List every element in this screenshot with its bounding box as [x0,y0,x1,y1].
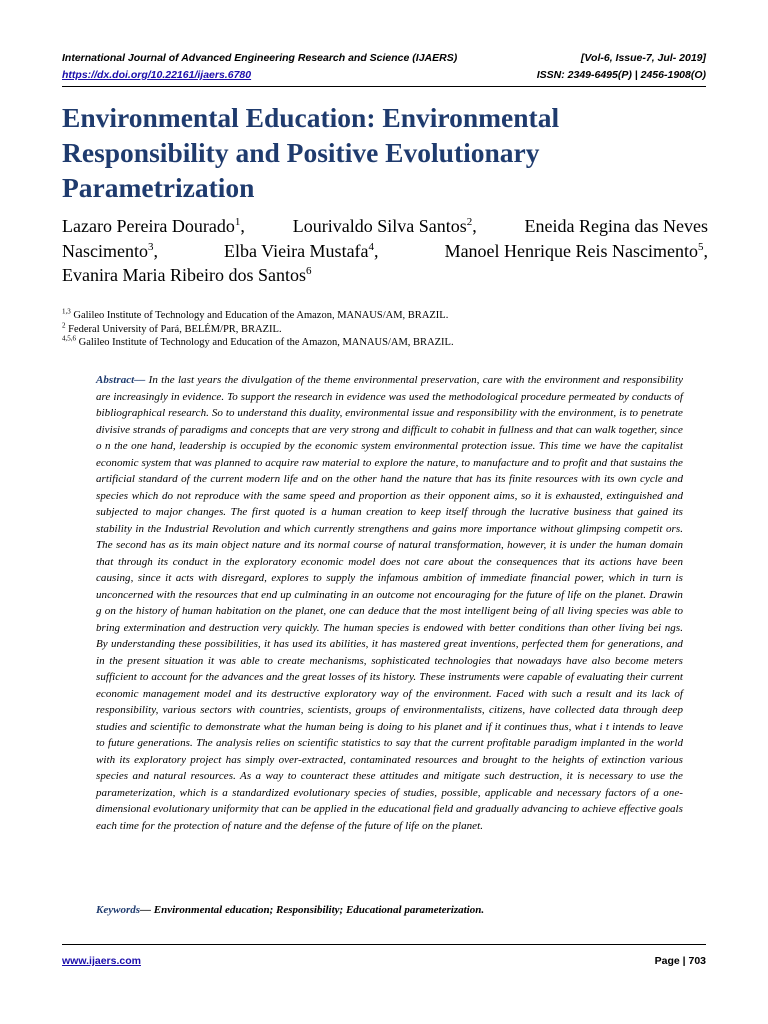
issn: ISSN: 2349-6495(P) | 2456-1908(O) [536,69,706,81]
author-line [62,239,708,264]
author: Lazaro Pereira Dourado$^1$, [62,216,245,236]
affiliation: $^2$ Federal University of Pará, BELÉM/PR, BRAZIL. [62,321,282,335]
title-line: Responsibility and Positive Evolutionary [62,137,540,168]
author: Elba Vieira Mustafa$^4$, [224,240,379,261]
title-line: Parametrization [62,172,255,203]
author: Manoel Henrique Reis Nascimento$^5$, [444,240,708,261]
paper-title [62,100,712,205]
title-line: Environmental Education: Environmental [62,102,560,133]
abstract [96,372,683,834]
footer-rule [62,944,706,945]
author: Eneida Regina das Neves [524,216,708,236]
affiliation: $^{4,5,6}$ Galileo Institute of Technology and Education of the Amazon, MANAUS/AM, BRAZIL. [62,334,454,348]
page-number: Page | 703 [654,955,706,967]
abstract-heading: Abstract [96,374,135,386]
author: Nascimento$^3$, [62,240,158,261]
keywords [96,904,484,916]
author: Evanira Maria Ribeiro dos Santos$^6$ [62,265,312,285]
keywords-text: Environmental education; Responsibility; Educational parameterization. [153,904,485,916]
keywords-dash: — [140,904,154,916]
abstract-text: In the last years the divulgation of the theme environmental preservation, care with the environment and responsibility are increasingly in evidence. To support the research in evidence was used the methodological procedure permeated by conducts of bibliographical research. So to understand this duality, environmental issue and responsibility with the environment, is to penetrate divisive strands of paradigms and concepts that are very strong and difficult to cohabit in fullness and that can walk together, since o n the one hand, leadership is occupied by the economic system environmental protection issue. This time we have the capitalist economic system that was planned to acquire raw material to explore the nature, to manufacture and to profit and that sustains the artificial standard of the current modern life and on the other hand the nature that has its finite resources with its own cycle and species which do not reproduce with the same speed and proportion as their opponent aims, so it is exhausted, extinguished and subjected to major changes. The first quoted is a human creation to keep itself through the lucrative business that gained its stability in the Industrial Revolution and which currently strengthens and gains more importance without glimpsing competit ors. The second has as its main object nature and its normal course of natural transformation, however, it is under the human domain that through its conduct in the exploratory economic model does not care about the consequences that its actions have been causing, since it acts with disregard, explores to supply the infamous ambition of immediate financial power, which in turn is unconcerned with the resources that end up culminating in an outcome not encouraging for the future of life on the planet. Drawin g on the history of human habitation on the planet, one can deduce that the most intelligent being of all living species was able to bring extermination and destruction very quickly. The human species is endowed with better conditions than other living bei ngs. By understanding these possibilities, it has used its abilities, it has mastered great inventions, perfected them for generations, and in the present situation it was able to create mechanisms, sophisticated technologies that nowadays have also become meters sufficient to account for the advances and the great losses of its history. These instruments were capable of evaluating their current economic management model and its destructive exploratory way of the environment. Faced with such a result and its lack of responsibility, various sectors with countries, scientists, groups of environmentalists, citizens, have collected data through deep studies and scientific to demonstrate what the human being is doing to his planet and if it continues thus, what i t intends to leave to future generations. The analysis relies on scientific statistics to say that the current profitable paradigm implanted in the world with its exploratory project has simply over-extracted, contaminated resources and brought to the heights of extinction various species and natural resources. As a way to counteract these attitudes and mitigate such destruction, it is necessary to use the parameterization, which is a standardized evolutionary species of studies, possible, applicable and necessary factors of a one-dimensional evolutionary uniformity that can be applied in the educational field and gradually advancing to achieve effective goals each time for the protection of nature and the defense of the future of life on the planet. [96,374,684,832]
volume-issue: [Vol-6, Issue-7, Jul- 2019] [580,52,706,64]
keywords-heading: Keywords [96,904,140,916]
abstract-dash: — [134,374,149,386]
header-rule [62,86,706,87]
affiliation: $^{1,3}$ Galileo Institute of Technology and Education of the Amazon, MANAUS/AM, BRAZIL. [62,307,449,321]
author-line [62,214,708,239]
journal-name: International Journal of Advanced Engineering Research and Science (IJAERS) [62,52,458,64]
affiliations [62,309,454,350]
author-list [62,214,708,288]
author-line [62,263,708,288]
author: Lourivaldo Silva Santos$^2$, [292,216,477,236]
doi-link[interactable]: https://dx.doi.org/10.22161/ijaers.6780 [62,69,252,81]
journal-website-link[interactable]: www.ijaers.com [62,955,141,967]
